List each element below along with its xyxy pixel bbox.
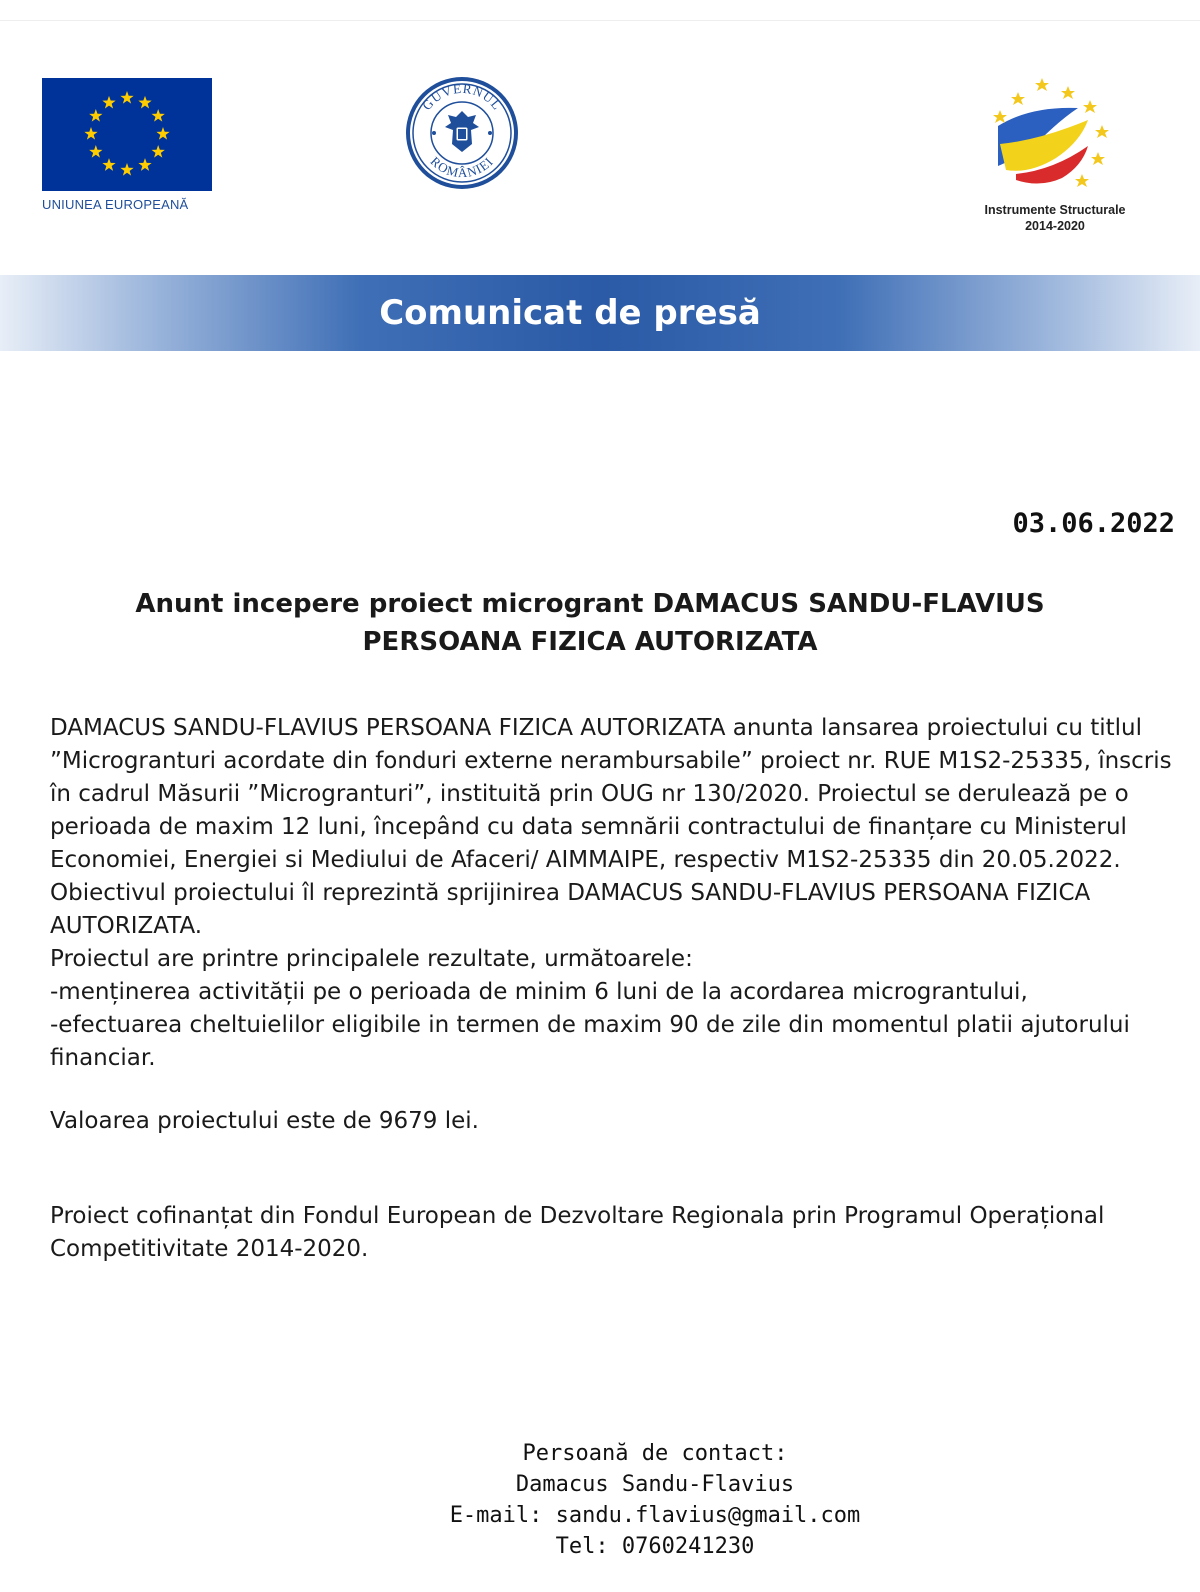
press-release-banner: [0, 275, 1200, 351]
banner-title: Comunicat de presă: [379, 293, 761, 333]
eu-label: UNIUNEA EUROPEANĂ: [42, 197, 189, 212]
body-paragraph-results-heading: Proiectul are printre principalele rezultate, următoarele:: [50, 946, 693, 972]
eu-star-icon: [152, 109, 165, 122]
is-label-line2: 2014-2020: [1025, 219, 1085, 233]
eu-star-icon: [102, 96, 115, 109]
spacer: [50, 1075, 1175, 1105]
government-seal: [404, 75, 520, 191]
instrumente-structurale-logo: [970, 70, 1150, 240]
contact-name: Damacus Sandu-Flavius: [515, 1472, 795, 1497]
instrumente-structurale-label: [970, 202, 1140, 234]
eu-star-icon: [120, 163, 133, 176]
seal-bottom-text: ROMÂNIEI: [427, 153, 497, 181]
eu-star-icon: [89, 145, 102, 158]
top-divider: [0, 20, 1200, 21]
eu-star-icon: [138, 158, 151, 171]
eu-star-icon: [152, 145, 165, 158]
body-result-item-1: -menținerea activității pe o perioada de minim 6 luni de la acordarea micrograntului,: [50, 979, 1028, 1005]
contact-email: E-mail: sandu.flavius@gmail.com: [449, 1503, 861, 1528]
body-paragraph-value: Valoarea proiectului este de 9679 lei.: [50, 1108, 479, 1134]
eu-star-icon: [156, 127, 169, 140]
body-paragraph-intro: DAMACUS SANDU-FLAVIUS PERSOANA FIZICA AUTORIZATA anunta lansarea proiectului cu titlul ”Microgranturi acordate din fonduri externe nerambursabile” proiect nr. RUE M1S2-25335, înscris în cadrul Măsurii ”Microgranturi”, instituită prin OUG nr 130/2020. Proiectul se derulează pe o perioada de maxim 12 luni, începând cu data semnării contractului de finanțare cu Ministerul Economiei, Energiei si Mediului de Afaceri/ AIMMAIPE, respectiv M1S2-25335 din 20.05.2022.: [50, 715, 1172, 873]
contact-phone: Tel: 0760241230: [555, 1534, 755, 1559]
document-date: 03.06.2022: [1012, 508, 1175, 539]
eu-stars-icon: [42, 78, 212, 191]
spacer: [50, 1138, 1175, 1200]
is-label-line1: Instrumente Structurale: [984, 203, 1126, 217]
eu-star-icon: [89, 109, 102, 122]
body-result-item-2: -efectuarea cheltuielilor eligibile in termen de maxim 90 de zile din momentul platii ajutorului financiar.: [50, 1012, 1130, 1071]
eu-flag-icon: [42, 78, 212, 191]
body-paragraph-objective: Obiectivul proiectului îl reprezintă sprijinirea DAMACUS SANDU-FLAVIUS PERSOANA FIZICA AUTORIZATA.: [50, 880, 1091, 939]
eu-star-icon: [102, 158, 115, 171]
contact-block: [400, 1438, 910, 1562]
contact-heading: Persoană de contact:: [522, 1441, 788, 1466]
eu-star-icon: [138, 96, 151, 109]
seal-top-text: GUVERNUL: [419, 80, 506, 113]
title-line1: Anunt incepere proiect microgrant DAMACUS SANDU-FLAVIUS: [135, 589, 1045, 619]
document-body: [50, 712, 1175, 1266]
body-paragraph-cofinancing: Proiect cofinanțat din Fondul European de Dezvoltare Regionala prin Programul Operațional Competitivitate 2014-2020.: [50, 1203, 1105, 1262]
eu-logo: [42, 78, 212, 212]
document-title: [60, 585, 1120, 661]
eu-star-icon: [120, 91, 133, 104]
structural-instruments-icon: [970, 70, 1140, 200]
eu-star-icon: [84, 127, 97, 140]
coat-of-arms-icon: [404, 75, 520, 191]
title-line2: PERSOANA FIZICA AUTORIZATA: [362, 627, 818, 657]
